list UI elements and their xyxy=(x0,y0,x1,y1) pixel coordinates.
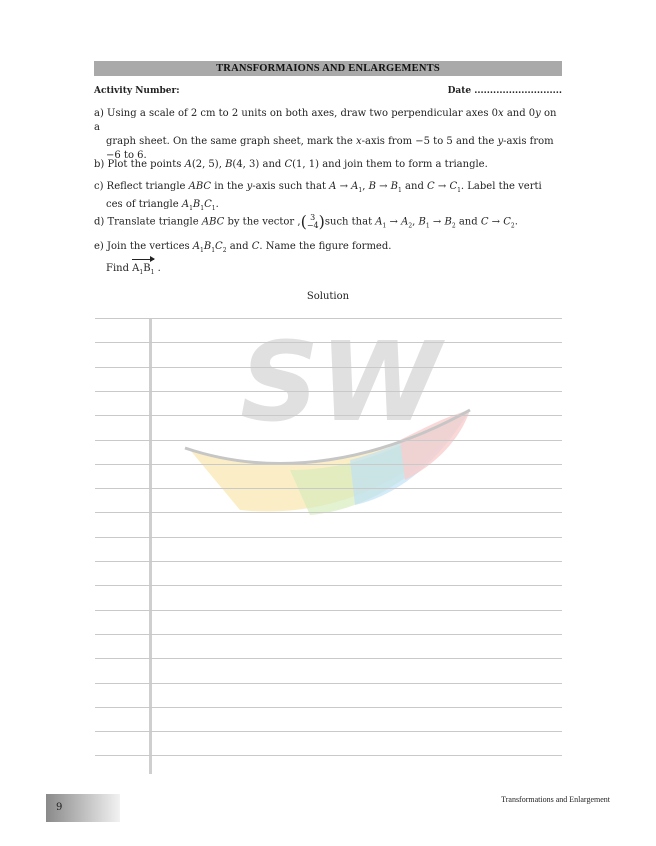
ruled-line xyxy=(95,488,562,489)
ruled-line xyxy=(95,585,562,586)
date-label: Date ............................ xyxy=(447,86,562,96)
question-b: b) Plot the points A(2, 5), B(4, 3) and C(1, 1) and join them to form a triangle. xyxy=(94,159,488,170)
ruled-line xyxy=(95,561,562,562)
vector-a1b1: $A_1B_1$ xyxy=(132,262,154,280)
ruled-line xyxy=(95,683,562,684)
ruled-line xyxy=(95,610,562,611)
page-number: 9 xyxy=(46,794,120,822)
margin-line xyxy=(149,318,152,774)
question-d: d) Translate triangle ABC by the vector ,( 3 −4)such that $A_1 \to A_2$, $B_1 \to B_2$ and $C \to C_2$. xyxy=(94,212,518,231)
ruled-line xyxy=(95,318,562,319)
question-e: e) Join the vertices $A_1B_1C_2$ and C. Name the figure formed. Find $A_1B_1$ . xyxy=(94,240,562,280)
ruled-line xyxy=(95,755,562,756)
activity-number-label: Activity Number: xyxy=(94,86,180,96)
ruled-line xyxy=(95,391,562,392)
solution-heading: Solution xyxy=(306,291,350,302)
ruled-answer-area[interactable] xyxy=(95,318,562,774)
ruled-line xyxy=(95,707,562,708)
question-c: c) Reflect triangle ABC in the y-axis such that $A \to A_1$, $B \to B_1$ and $C \to C_1$. Label the verti ces of triangle $A_1B_1C_1$. xyxy=(94,181,542,212)
ruled-line xyxy=(95,634,562,635)
ruled-line xyxy=(95,342,562,343)
ruled-line xyxy=(95,658,562,659)
ruled-line xyxy=(95,464,562,465)
question-a: a) Using a scale of 2 cm to 2 units on both axes, draw two perpendicular axes 0x and 0y on a graph sheet. On the same graph sheet, mark the x-axis from −5 to 5 and the y-axis from −6 to 6. xyxy=(94,108,557,161)
ruled-line xyxy=(95,537,562,538)
section-title: TRANSFORMAIONS AND ENLARGEMENTS xyxy=(94,61,562,76)
footer-title: Transformations and Enlargement xyxy=(501,795,610,804)
watermark-text: SW xyxy=(240,330,441,446)
ruled-line xyxy=(95,731,562,732)
find-label: Find xyxy=(106,263,129,274)
translation-vector: 3 −4 xyxy=(306,213,319,230)
ruled-line xyxy=(95,440,562,441)
ruled-line xyxy=(95,415,562,416)
ruled-line xyxy=(95,367,562,368)
activity-row xyxy=(94,86,562,96)
ruled-line xyxy=(95,512,562,513)
